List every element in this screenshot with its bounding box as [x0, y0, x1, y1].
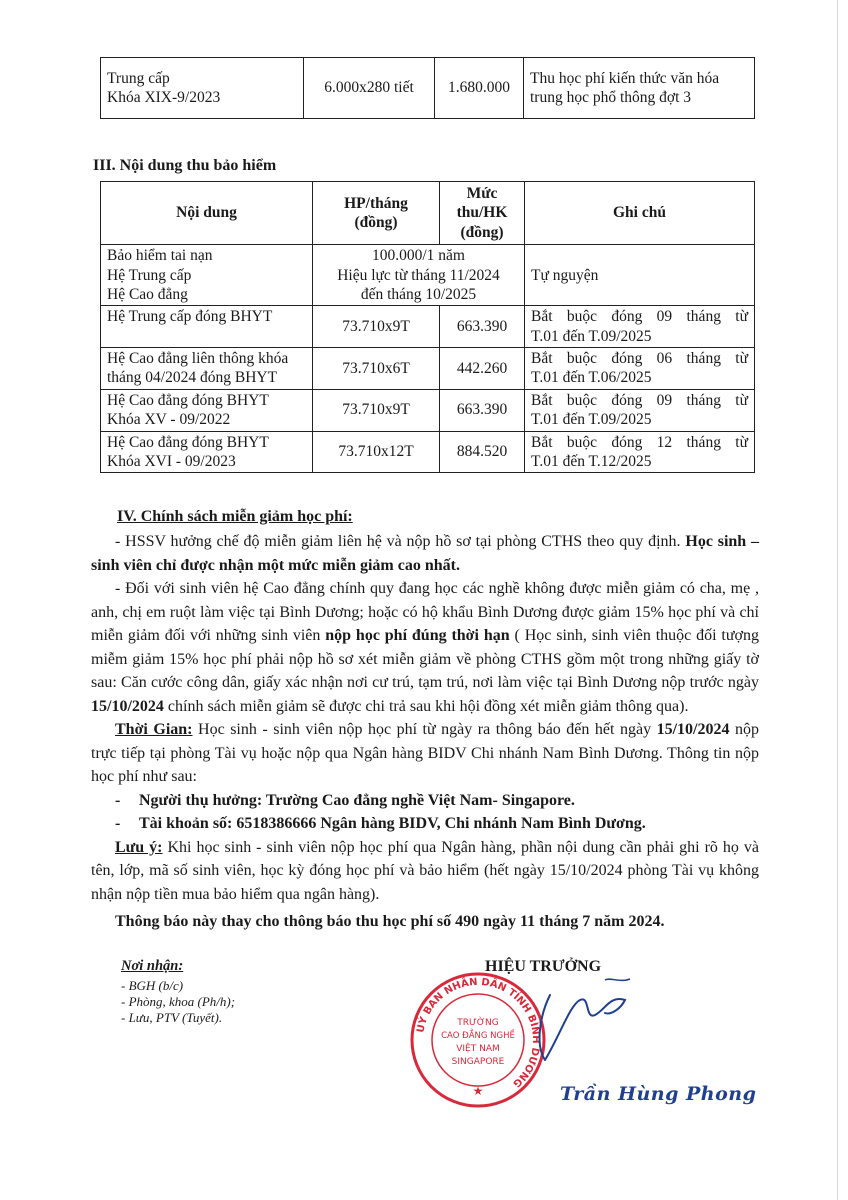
- table-cell: Trung cấp Khóa XIX-9/2023: [101, 58, 304, 119]
- table-cell: 442.260: [440, 348, 525, 390]
- tuition-table: [100, 57, 755, 119]
- table-cell: 100.000/1 năm Hiệu lực từ tháng 11/2024 đến tháng 10/2025: [313, 245, 525, 306]
- header-content: Nội dung: [101, 182, 313, 245]
- table-row: [101, 348, 755, 390]
- signatory-role: HIỆU TRƯỞNG: [485, 958, 602, 975]
- table-header-row: [101, 182, 755, 245]
- table-row: [101, 306, 755, 348]
- svg-text:CAO ĐẲNG NGHỀ: CAO ĐẲNG NGHỀ: [441, 1031, 515, 1041]
- recipient-item: - BGH (b/c): [121, 978, 184, 993]
- table-cell: 1.680.000: [435, 58, 524, 119]
- paragraph: - HSSV hưởng chế độ miễn giảm liên hệ và nộp hồ sơ tại phòng CTHS theo quy định. Học sinh – sinh viên chỉ được nhận một mức miễn giảm cao nhất.: [91, 533, 760, 574]
- table-cell: 663.390: [440, 306, 525, 348]
- table-row: [101, 389, 755, 431]
- recipients-title: Nơi nhận:: [121, 958, 184, 974]
- table-row: [101, 245, 755, 306]
- header-fee-month: HP/tháng (đồng): [313, 182, 440, 245]
- table-cell: Bắt buộc đóng 06 tháng từ T.01 đến T.06/2025: [525, 348, 755, 390]
- table-cell: Hệ Trung cấp đóng BHYT: [101, 306, 313, 348]
- replacement-notice: Thông báo này thay cho thông báo thu học phí số 490 ngày 11 tháng 7 năm 2024.: [115, 913, 665, 930]
- table-cell: 73.710x9T: [313, 389, 440, 431]
- table-cell: 73.710x6T: [313, 348, 440, 390]
- list-item: - Tài khoản số: 6518386666 Ngân hàng BIDV, Chi nhánh Nam Bình Dương.: [115, 815, 646, 832]
- recipient-item: - Phòng, khoa (Ph/h);: [121, 994, 236, 1009]
- table-cell: 73.710x9T: [313, 306, 440, 348]
- table-row: [101, 431, 755, 473]
- table-cell: Hệ Cao đẳng liên thông khóa tháng 04/2024 đóng BHYT: [101, 348, 313, 390]
- table-row: [101, 58, 755, 119]
- section4-body: [91, 530, 759, 934]
- signatory-name: Trần Hùng Phong: [560, 1083, 757, 1105]
- handwritten-signature: [510, 975, 640, 1075]
- recipient-item: - Lưu, PTV (Tuyết).: [121, 1010, 223, 1025]
- list-item: - Người thụ hưởng: Trường Cao đẳng nghề Việt Nam- Singapore.: [115, 791, 575, 809]
- table-cell: 6.000x280 tiết: [304, 58, 435, 119]
- table-cell: 73.710x12T: [313, 431, 440, 473]
- table-cell: Thu học phí kiến thức văn hóa trung học phổ thông đợt 3: [524, 58, 755, 119]
- table-cell: Bảo hiểm tai nạn Hệ Trung cấp Hệ Cao đẳng: [101, 245, 313, 306]
- table-cell: Bắt buộc đóng 09 tháng từ T.01 đến T.09/2025: [525, 389, 755, 431]
- table-cell: 884.520: [440, 431, 525, 473]
- table-cell: Bắt buộc đóng 12 tháng từ T.01 đến T.12/2025: [525, 431, 755, 473]
- insurance-table: [100, 181, 755, 473]
- svg-text:TRƯỜNG: TRƯỜNG: [457, 1018, 499, 1028]
- svg-text:VIỆT NAM: VIỆT NAM: [456, 1044, 500, 1054]
- table-cell: Hệ Cao đẳng đóng BHYT Khóa XVI - 09/2023: [101, 431, 313, 473]
- table-cell: Hệ Cao đẳng đóng BHYT Khóa XV - 09/2022: [101, 389, 313, 431]
- paragraph: - Đối với sinh viên hệ Cao đẳng chính quy đang học các nghề không được miễn giảm có cha, mẹ , anh, chị em ruột làm việc tại Bình Dương; hoặc có hộ khẩu Bình Dương được giảm 15% học phí và chỉ miễn giảm đối với những sinh viên nộp học phí đúng thời hạn ( Học sinh, sinh viên thuộc đối tượng miễm giảm 15% học phí phải nộp hồ sơ xét miễn giảm về phòng CTHS gồm một trong những giấy tờ sau: Căn cước công dân, giấy xác nhận nơi cư trú, tạm trú, nơi làm việc tại Bình Dương nộp trước ngày 15/10/2024 chính sách miễn giảm sẽ được chi trả sau khi hội đồng xét miễn giảm thông qua).: [91, 580, 759, 715]
- table-cell: Tự nguyện: [525, 245, 755, 306]
- svg-text:★: ★: [472, 1084, 484, 1098]
- header-note: Ghi chú: [525, 182, 755, 245]
- svg-text:UỶ BAN NHÂN DÂN TỈNH BÌNH DƯƠN: UỶ BAN NHÂN DÂN TỈNH BÌNH DƯƠNG: [415, 976, 542, 1089]
- section-title: III. Nội dung thu bảo hiểm: [93, 157, 277, 174]
- page-edge: [837, 0, 838, 1200]
- table-cell: Bắt buộc đóng 09 tháng từ T.01 đến T.09/2025: [525, 306, 755, 348]
- paragraph: Lưu ý: Khi học sinh - sinh viên nộp học phí qua Ngân hàng, phần nội dung cần phải ghi rõ họ và tên, lớp, mã số sinh viên, học kỳ đóng học phí và bảo hiểm (hết ngày 15/10/2024 phòng Tài vụ không nhận nộp tiền mua bảo hiểm qua ngân hàng).: [91, 838, 759, 903]
- svg-text:SINGAPORE: SINGAPORE: [451, 1057, 505, 1067]
- table-cell: 663.390: [440, 389, 525, 431]
- paragraph: Thời Gian: Học sinh - sinh viên nộp học phí từ ngày ra thông báo đến hết ngày 15/10/2024 nộp trực tiếp tại phòng Tài vụ hoặc nộp qua Ngân hàng BIDV Chi nhánh Nam Bình Dương. Thông tin nộp học phí như sau:: [91, 721, 759, 785]
- recipients-block: [121, 958, 235, 1026]
- section-title: IV. Chính sách miễn giảm học phí:: [117, 508, 353, 525]
- header-fee-term: Mức thu/HK (đồng): [440, 182, 525, 245]
